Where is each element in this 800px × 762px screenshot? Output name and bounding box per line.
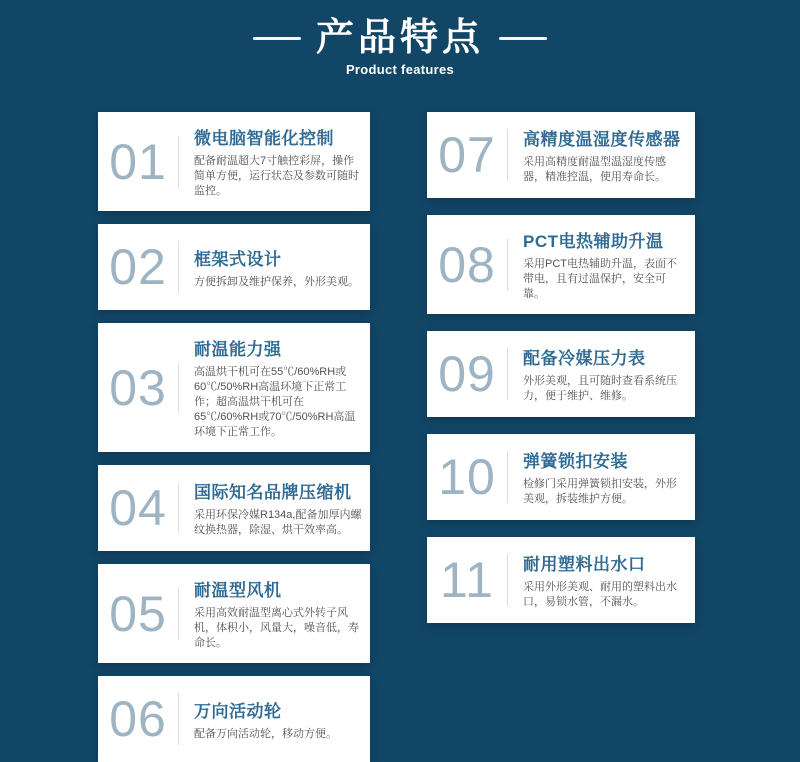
feature-number: 07	[438, 127, 496, 183]
feature-number: 09	[438, 346, 496, 402]
feature-body	[179, 335, 362, 440]
feature-body	[179, 478, 362, 538]
feature-card-08	[427, 215, 695, 314]
feature-description: 方便拆卸及维护保养，外形美观。	[194, 275, 359, 288]
feature-title: 国际知名品牌压缩机	[194, 483, 352, 502]
feature-card-02	[98, 224, 370, 310]
feature-title: PCT电热辅助升温	[523, 232, 664, 251]
feature-card-10	[427, 434, 695, 520]
feature-number: 02	[109, 239, 167, 295]
feature-description: 采用PCT电热辅助升温，表面不带电，且有过温保护，安全可靠。	[523, 258, 677, 300]
feature-description: 采用高效耐温型离心式外转子风机，体积小，风量大，噪音低，寿命长。	[194, 607, 359, 649]
feature-number: 10	[438, 449, 496, 505]
feature-body	[508, 344, 687, 404]
feature-title: 耐温型风机	[194, 581, 282, 600]
feature-title: 微电脑智能化控制	[194, 129, 334, 148]
page-header	[0, 0, 800, 77]
page-subtitle: Product features	[345, 62, 455, 77]
feature-description: 检修门采用弹簧锁扣安装，外形美观，拆装维护方便。	[523, 478, 677, 505]
feature-number: 05	[109, 585, 167, 642]
feature-description: 采用高精度耐温型温湿度传感器，精准控温，使用寿命长。	[523, 156, 666, 183]
features-column-right	[427, 112, 695, 762]
feature-title: 耐用塑料出水口	[523, 555, 646, 574]
feature-description: 配备耐温超大7寸触控彩屏，操作简单方便，运行状态及参数可随时监控。	[194, 155, 359, 197]
feature-card-05	[98, 564, 370, 663]
title-line-left	[253, 37, 301, 40]
features-grid	[98, 112, 800, 762]
feature-number: 08	[438, 236, 496, 293]
feature-card-06	[98, 676, 370, 762]
feature-number: 06	[109, 691, 167, 747]
feature-card-03	[98, 323, 370, 452]
feature-number: 11	[440, 552, 494, 608]
feature-body	[508, 227, 687, 302]
feature-body	[508, 550, 687, 610]
feature-number: 04	[109, 480, 167, 536]
feature-card-09	[427, 331, 695, 417]
title-row	[0, 15, 800, 61]
feature-title: 框架式设计	[194, 249, 282, 269]
feature-card-01	[98, 112, 370, 211]
feature-title: 万向活动轮	[194, 701, 282, 721]
feature-title: 耐温能力强	[194, 340, 282, 359]
page-title: 产品特点	[315, 17, 484, 59]
feature-card-04	[98, 465, 370, 551]
feature-title: 配备冷媒压力表	[523, 349, 646, 368]
feature-description: 配备万向活动轮，移动方便。	[194, 727, 337, 740]
feature-body	[179, 124, 362, 199]
feature-card-07	[427, 112, 695, 198]
feature-title: 弹簧锁扣安装	[523, 452, 628, 471]
feature-number: 03	[109, 359, 167, 416]
feature-body	[508, 125, 687, 185]
feature-title: 高精度温湿度传感器	[523, 130, 681, 149]
feature-body	[179, 245, 362, 290]
feature-number: 01	[109, 133, 167, 190]
feature-description: 采用环保冷媒R134a,配备加厚内螺纹换热器，除湿、烘干效率高。	[194, 509, 362, 536]
feature-body	[508, 447, 687, 507]
feature-body	[179, 697, 362, 742]
feature-body	[179, 576, 362, 651]
title-line-right	[499, 37, 547, 40]
feature-description: 高温烘干机可在55℃/60%RH或60℃/50%RH高温环境下正常工作；超高温烘干机可在65℃/60%RH或70℃/50%RH高温环境下正常工作。	[194, 366, 356, 438]
feature-description: 外形美观，且可随时查看系统压力，便于维护、维修。	[523, 375, 677, 402]
feature-description: 采用外形美观、耐用的塑料出水口，易锁水管，不漏水。	[523, 581, 677, 608]
feature-card-11	[427, 537, 695, 623]
features-column-left	[98, 112, 370, 762]
